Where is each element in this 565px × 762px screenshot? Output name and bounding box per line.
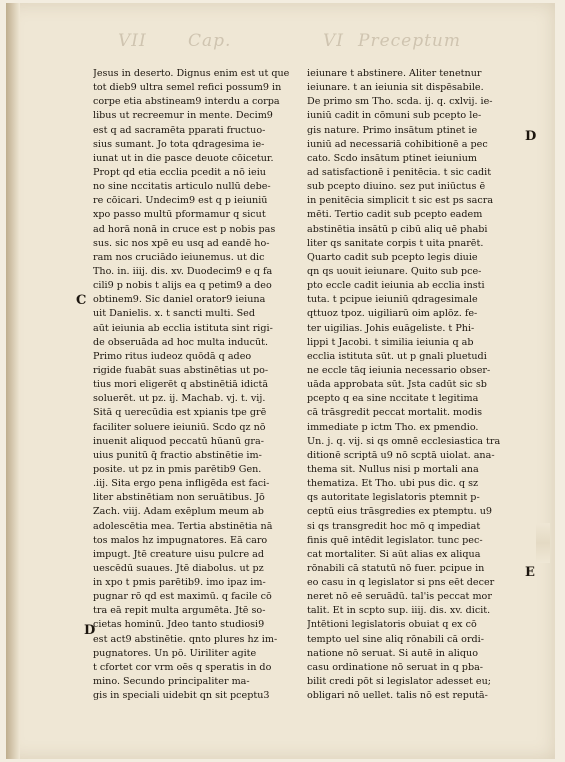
margin-marker-c: C — [76, 293, 87, 308]
text-line: Primo ritus iudeoz quōdā q adeo — [93, 350, 252, 362]
text-line: t cfortet cor vrm oēs q speratis in do — [93, 661, 272, 673]
right-text-column — [307, 67, 521, 703]
text-line: mēti. Tertio cadit sub pcepto eadem — [307, 209, 483, 221]
text-line: in xpo t pmis parētib9. imo ipaz im- — [93, 577, 266, 589]
text-line: ad horā nonā in cruce est p nobis pas — [93, 223, 276, 235]
text-line: thematiza. Et Tho. ubi pus dic. q sz — [307, 478, 479, 490]
text-line: ecclia istituta sūt. ut p gnali pluetudi — [307, 350, 487, 362]
text-line: xpo passo multū pformamur q sicut — [93, 209, 266, 221]
running-head — [118, 31, 508, 57]
text-line: uescēdū suaues. Jtē diabolus. ut pz — [93, 562, 264, 574]
running-head-center: VI — [323, 31, 344, 51]
page-stain — [536, 523, 550, 563]
text-line: iuniū ad necessariā cohibitionē a pec — [307, 138, 488, 150]
text-line: De primo sm Tho. scda. ij. q. cxlvij. ie- — [307, 96, 493, 108]
page-gutter — [6, 3, 20, 759]
text-line: ditionē scriptā u9 nō scptā uiolat. ana- — [307, 449, 495, 461]
text-line: ieiunare t abstinere. Aliter tenetnur — [307, 68, 482, 79]
left-text-column — [93, 67, 307, 703]
text-line: sius sumant. Jo tota qdragesima ie- — [93, 138, 265, 150]
text-line: qs autoritate legislatoris ptemnit p- — [307, 492, 480, 504]
text-line: pugnar rō qd est maximū. q facile cō — [93, 591, 272, 603]
text-line: tot dieb9 ultra semel refici possum9 in — [93, 82, 282, 94]
text-line: Propt qd etia ecclia pcedit a nō ieiu — [93, 166, 266, 178]
text-line: abstinētia insātū p cibū aliq uē phabi — [307, 223, 488, 235]
text-line: tius mori eligerēt q abstinētiā idictā — [93, 379, 269, 391]
text-line: qn qs uouit ieiunare. Quito sub pce- — [307, 265, 482, 277]
text-line: ieiunare. t an ieiunia sit dispēsabile. — [307, 82, 484, 94]
text-line: Jntētioni legislatoris obuiat q ex cō — [307, 619, 477, 631]
text-line: mino. Secundo principaliter ma- — [93, 676, 250, 688]
text-line: talit. Et in scpto sup. iiij. dis. xv. dicit. — [307, 605, 491, 617]
text-line: cā trāsgredit peccat mortalit. modis — [307, 407, 483, 419]
text-line: pto eccle cadit ieiunia ab ecclia insti — [307, 280, 485, 292]
text-line: casu ordinatione nō seruat in q pba- — [307, 661, 484, 673]
text-line: uius punitū q̄ fractio abstinētie im- — [93, 449, 262, 461]
text-line: aūt ieiunia ab ecclia istituta sint rigi- — [93, 322, 273, 334]
text-line: natione nō seruat. Si autē in aliquo — [307, 647, 478, 659]
text-line: rigide fuabāt suas abstinētias ut po- — [93, 364, 269, 376]
text-line: pcepto q ea sine nccitate t legitima — [307, 393, 479, 405]
text-line: liter qs sanitate corpis t uita pnarēt. — [307, 237, 484, 249]
text-line: corpe etia abstineam9 interdu a corpa — [93, 96, 280, 108]
text-line: ram nos cruciādo ieiunemus. ut dic — [93, 251, 265, 263]
text-line: tra eā repit multa argumēta. Jtē so- — [93, 605, 266, 617]
text-line: est act9 abstinētie. qnto plures hz im- — [93, 633, 278, 645]
text-line: de obseruāda ad hoc multa inducūt. — [93, 336, 269, 348]
text-line: cat mortaliter. Si aūt alias ex aliqua — [307, 548, 481, 560]
text-line: thema sit. Nullus nisi p mortali ana — [307, 463, 479, 475]
text-line: soluerēt. ut pz. ij. Machab. vj. t. vij. — [93, 393, 266, 405]
text-line: sub pcepto diuino. sez put iniūctus ē — [307, 181, 486, 193]
text-line: tempto uel sine aliq rōnabili cā ordi- — [307, 633, 484, 645]
text-line: ceptū eius trāsgredies ex ptemptu. u9 — [307, 506, 492, 518]
text-line: impugt. Jtē creature uisu pulcre ad — [93, 548, 265, 560]
text-line: cato. Scdo insātum ptinet ieiunium — [307, 152, 477, 164]
text-line: bilit credi pōt si legislator adesset eu; — [307, 676, 492, 688]
text-line: immediate p ictm Tho. ex pmendio. — [307, 421, 479, 433]
text-line: uāda approbata sūt. Jsta cadūt sic sb — [307, 379, 487, 391]
text-line: Tho. in. iiij. dis. xv. Duodecim9 e q fa — [93, 265, 273, 277]
margin-marker-d-left: D — [84, 623, 96, 638]
text-line: tuta. t pcipue ieiuniū qdragesimale — [307, 294, 478, 306]
text-line: finis quē intēdit legislator. tunc pec- — [307, 534, 483, 546]
text-line: lippi t Jacobi. t similia ieiunia q ab — [307, 336, 474, 348]
text-line: re cōicari. Undecim9 est q p ieiuniū — [93, 195, 268, 207]
book-page — [6, 3, 555, 759]
text-line: in penitēcia simplicit t sic est ps sacra — [307, 195, 494, 207]
running-head-left: VII — [118, 31, 147, 51]
text-line: ter uigilias. Johis euāgeliste. t Phi- — [307, 322, 475, 334]
text-line: Zach. viij. Adam exēplum meum ab — [93, 506, 264, 518]
text-line: eo casu in q legislator si pns eēt decer — [307, 577, 495, 589]
text-line: Un. j. q. vij. si qs omnē ecclesiastica tra — [307, 435, 501, 447]
text-line: posite. ut pz in pmis parētib9 Gen. — [93, 463, 262, 475]
running-head-right: Preceptum — [358, 31, 461, 51]
text-line: gis nature. Primo insātum ptinet ie — [307, 124, 478, 136]
text-line: obligari nō uellet. talis nō est reputā- — [307, 690, 488, 702]
running-head-left-mid: Cap. — [188, 31, 232, 51]
text-line: Sitā q uerecūdia est xpianis tpe grē — [93, 407, 267, 419]
text-line: est q ad sacramēta pparati fructuo- — [93, 124, 266, 136]
text-line: Quarto cadit sub pcepto legis diuie — [307, 251, 478, 263]
text-line: ad satisfactionē i penitēcia. t sic cadit — [307, 166, 492, 178]
text-line: faciliter soluere ieiuniū. Scdo qz nō — [93, 421, 266, 433]
text-line: pugnatores. Un pō. Uiriliter agite — [93, 647, 257, 659]
text-line: sus. sic nos xpē eu usq ad eandē ho- — [93, 237, 270, 249]
text-line: iuniū cadit in cōmuni sub pcepto le- — [307, 110, 482, 122]
text-line: inuenit aliquod peccatū hūanū gra- — [93, 435, 264, 447]
text-line: adolescētia mea. Tertia abstinētia nā — [93, 520, 273, 532]
text-line: libus ut recreemur in mente. Decim9 — [93, 110, 273, 122]
text-line: qttuoz tpoz. uigiliarū oim aplōz. fe- — [307, 308, 478, 320]
text-line: uit Danielis. x. t sancti multi. Sed — [93, 308, 255, 320]
text-line: Jesus in deserto. Dignus enim est ut que — [93, 68, 290, 79]
margin-marker-e: E — [525, 565, 535, 580]
text-line: cietas hominū. Jdeo tanto studiosi9 — [93, 619, 265, 631]
text-line: obtinem9. Sic daniel orator9 ieiuna — [93, 294, 266, 306]
text-line: gis in speciali uidebit qn sit pceptu3 — [93, 690, 270, 702]
margin-marker-d-right: D — [525, 129, 537, 144]
text-line: iunat ut in die pasce deuote cōicetur. — [93, 152, 274, 164]
text-line: .iij. Sita ergo pena infligēda est faci- — [93, 478, 270, 490]
text-line: ne eccle tāq ieiunia necessario obser- — [307, 364, 491, 376]
text-line: tos malos hz impugnatores. Eā caro — [93, 534, 268, 546]
text-line: neret nō eē seruādū. tal'is peccat mor — [307, 591, 492, 603]
text-line: rōnabili cā statutū nō fuer. pcipue in — [307, 562, 485, 574]
text-line: no sine nccitatis articulo nullū debe- — [93, 181, 271, 193]
text-line: si qs transgredit hoc mō q impediat — [307, 520, 481, 532]
text-line: cili9 p nobis t alijs ea q petim9 a deo — [93, 280, 272, 292]
text-line: liter abstinētiam non seruātibus. Jō — [93, 492, 265, 504]
